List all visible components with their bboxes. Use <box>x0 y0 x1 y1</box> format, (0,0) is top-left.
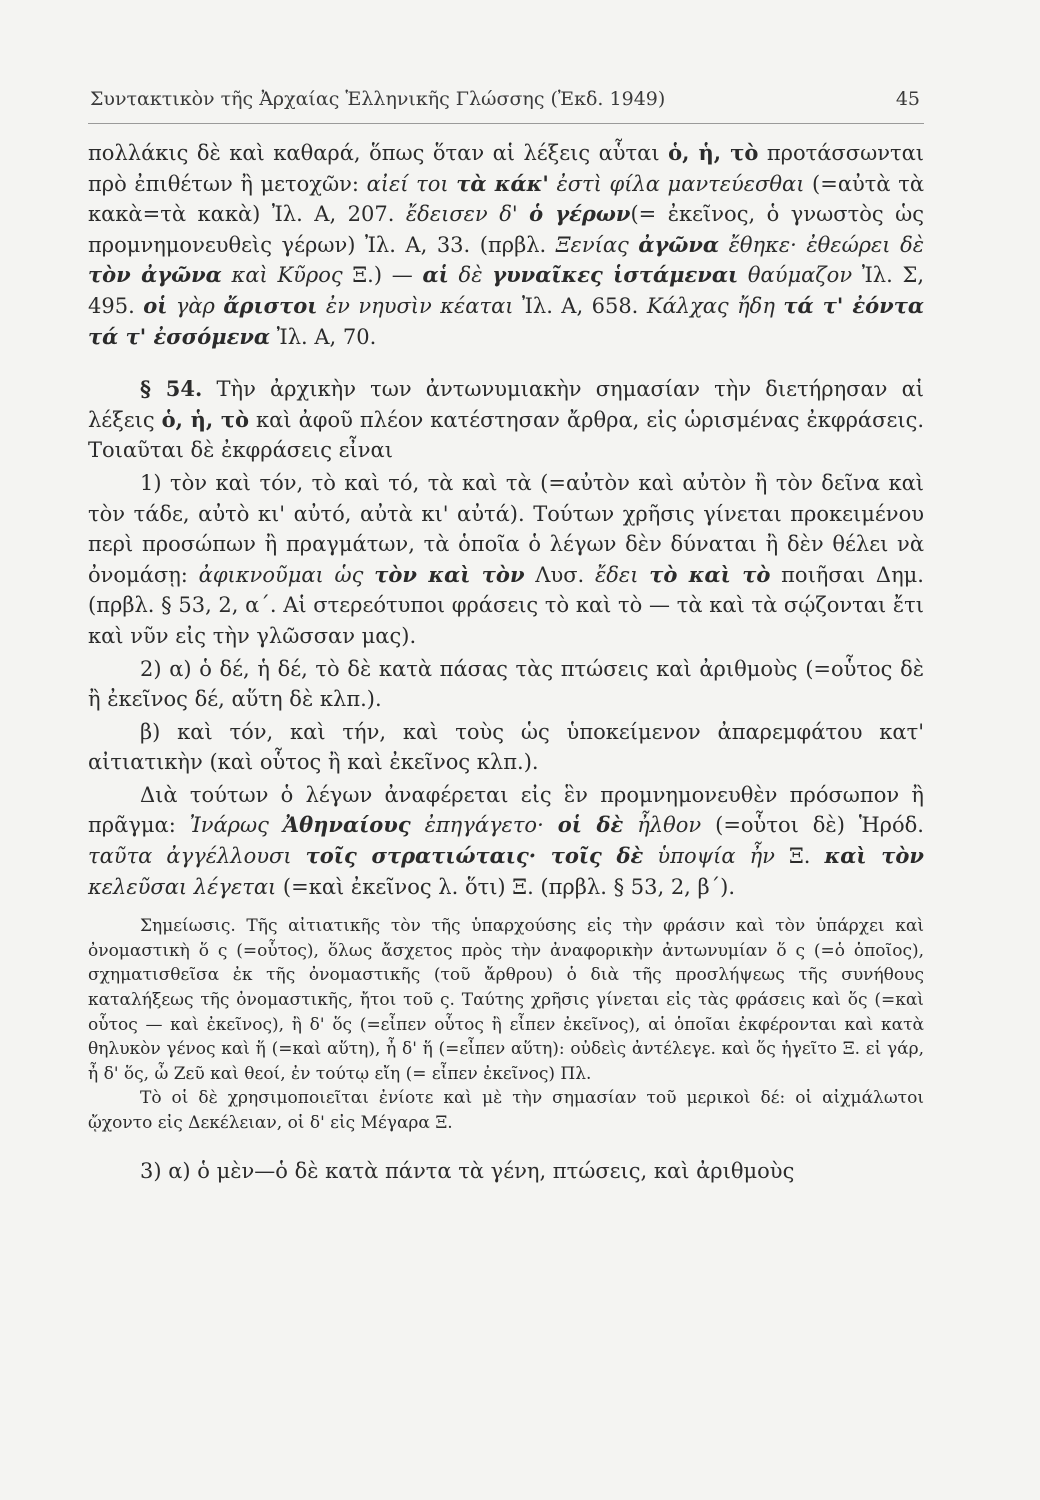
paragraph-forms-examples <box>88 138 924 352</box>
text-run: ποιῆσαι Δημ. (πρβλ. § 53, 2, α΄. Αἱ στερεότυποι φράσεις τὸ καὶ τὸ — τὰ καὶ τὰ σῴζονται ἔτι καὶ νῦν εἰς τὴν γλῶσσαν μας). <box>88 562 924 648</box>
text-run: δὲ <box>448 263 493 288</box>
paragraph-item-1 <box>88 468 924 652</box>
text-run: ἡγεῖτο <box>775 1039 837 1060</box>
text-run: τὸν ἀγῶνα <box>88 262 222 288</box>
text-run: , ὦ Ζεῦ καὶ θεοί, ἐν τούτῳ εἴη <box>143 1063 401 1084</box>
text-run: πολλάκις δὲ καὶ καθαρά, ὅπως ὅταν αἱ λέξεις αὗται <box>88 141 669 165</box>
text-run: ἢ δ' ὅς <box>291 1014 353 1035</box>
text-run: Ἰνάρως <box>189 813 283 838</box>
text-run: γὰρ <box>167 293 224 318</box>
paragraph-item-3a: 3) α) ὁ μὲν—ὁ δὲ κατὰ πάντα τὰ γένη, πτώσεις, καὶ ἀριθμοὺς <box>140 1158 795 1183</box>
text-run: οἱ δὲ <box>557 812 624 838</box>
text-run: εἰ γάρ, <box>865 1039 925 1060</box>
text-run: Κάλχας ἤδη <box>646 293 784 318</box>
text-run: οἱ <box>143 292 168 318</box>
text-run: ἐστὶ φίλα μαντεύεσθαι <box>548 171 805 196</box>
text-run: ἔθηκε· ἐθεώρει δὲ <box>719 232 924 257</box>
text-run: Τὸ οἱ δὲ χρησιμοποιεῖται ἐνίοτε καὶ μὲ τὴν σημασίαν τοῦ μερικοὶ δέ: <box>140 1088 796 1109</box>
text-run: ὁ, ἡ, τὸ <box>161 406 249 432</box>
text-run: Τὴν ἀρχικὴν των ἀντωνυμιακὴν σημασίαν τὴν διετήρησαν αἱ λέξεις <box>88 377 925 432</box>
text-run: οἱ δ' <box>287 1113 325 1133</box>
text-run: ἦλθον <box>623 813 702 838</box>
text-run: τὰ κάκ' <box>456 170 549 196</box>
text-run: τά τ' ἐόντα τά τ' ἐσσόμενα <box>88 292 925 349</box>
text-run: Ξενίας <box>555 232 639 257</box>
text-run: 2) α) ὁ δέ, ἡ δέ, τὸ δὲ κατὰ πάσας τὰς πτώσεις καὶ ἀριθμοὺς (=οὗτος δὲ ἢ ἐκεῖνος δέ, αὕτη δὲ κλπ.). <box>88 656 924 712</box>
paragraph-item-2b <box>88 717 924 778</box>
text-run: ταῦτα ἀγγέλλουσι <box>88 844 306 869</box>
text-run: καὶ ἀφοῦ πλέον κατέστησαν ἄρθρα, εἰς ὡρισμένας ἐκφράσεις. Τοιαῦται δὲ ἐκφράσεις εἶναι <box>88 407 925 463</box>
text-run: ὁ γέρων <box>529 201 631 227</box>
text-run: καὶ τὸν <box>824 843 925 869</box>
text-run: Ἰλ. Α, 70. <box>270 324 377 349</box>
text-run: β) καὶ τόν, καὶ τήν, καὶ τοὺς ὡς ὑποκείμενον ἀπαρεμφάτου κατ' αἰτιατικὴν (καὶ οὗτος ἢ καὶ ἐκεῖνος κλπ.). <box>88 719 924 775</box>
text-run: ἔδει <box>595 562 650 587</box>
text-run: ἀφικνοῦμαι ὡς <box>198 562 375 587</box>
text-run: (= ἐκεῖνος, ὁ γνωστὸς ὡς προμνημονευθεὶς γέρων) Ἰλ. Α, 33. (πρβλ. <box>88 202 924 257</box>
text-run: Ἀθηναίους <box>282 812 411 838</box>
text-run: Σημείωσις. Τῆς αἰτιατικῆς τὸν τῆς ὑπαρχούσης εἰς τὴν φράσιν καὶ τὸν ὑπάρχει καὶ ὀνομαστικὴ ὅ ς (=οὗτος), ὅλως ἄσχετος πρὸς τὴν ἀναφορικὴν ἀντωνυμίαν ὅ ς (=ὁ ὁποῖος), σχηματισθεῖσα ἐκ τῆς ὀνομαστικῆς (τοῦ ἄρθρου) ὁ διὰ τῆς προσλήψεως τῆς συνήθους καταλήξεως τῆς ὀνομαστικῆς, ἤτοι τοῦ ς. Ταύτης χρῆσις γίνεται εἰς τὰς φράσεις <box>88 916 924 1011</box>
text-run: ἦ δ' ὅς <box>88 1063 144 1084</box>
text-run: καὶ ἥ <box>221 1039 266 1060</box>
text-run: κελεῦσαι λέγεται <box>88 874 277 899</box>
text-run: αἱ <box>422 262 449 288</box>
text-run: Ξ.) — <box>342 263 423 288</box>
text-run: (=καὶ ἐκεῖνος λ. ὅτι) Ξ. (πρβλ. § 53, 2, β΄). <box>276 874 736 899</box>
text-run: (=οὗτοι δὲ) Ἡρόδ. <box>701 813 924 838</box>
page-number: 45 <box>895 88 920 110</box>
text-run: γυναῖκες ἱστάμεναι <box>492 262 739 288</box>
text-run: Λυσ. <box>524 562 596 587</box>
running-title: Συντακτικὸν τῆς Ἀρχαίας Ἑλληνικῆς Γλώσσης (Ἐκδ. 1949) <box>90 88 666 110</box>
text-run: εἰς Μέγαρα <box>324 1113 430 1133</box>
text-run: καὶ ὅς <box>721 1039 776 1060</box>
page-body <box>88 138 924 1186</box>
text-run: τοῖς στρατιώταις· τοῖς δὲ <box>305 843 644 869</box>
text-run: προτάσσωνται πρὸ ἐπιθέτων ἢ μετοχῶν: <box>88 141 925 196</box>
running-header <box>90 88 920 110</box>
text-run: (=καὶ αὕτη), <box>265 1039 387 1060</box>
text-run: Ἰλ. Α, 658. <box>513 293 647 318</box>
text-run: ἦ δ' ἥ <box>386 1039 433 1060</box>
text-run: (=αὐτὰ τὰ κακὰ=τὰ κακὰ) Ἰλ. Α, 207. <box>88 171 924 227</box>
text-run: ἐν νηυσὶν κέαται <box>317 293 514 318</box>
text-run: (=καὶ οὗτος — καὶ ἐκεῖνος), <box>88 990 924 1035</box>
text-run: οὐδεὶς ἀντέλεγε. <box>570 1039 722 1060</box>
text-run: (=εἶπεν αὕτη): <box>432 1039 571 1060</box>
text-run: Ξ. <box>836 1039 866 1060</box>
paragraph-reference-examples <box>88 780 924 902</box>
text-run: 1) τὸν καὶ τόν, τὸ καὶ τό, τὰ καὶ τὰ (=αὐτὸν καὶ αὐτὸν ἢ τὸν δεῖνα καὶ τὸν τάδε, αὐτὸ κι' αὐτό, αὐτὰ κι' αὐτά). Τούτων χρῆσις γίνεται προκειμένου περὶ προσώπων ἢ πραγμάτων, τὰ ὁποῖα ὁ λέγων δὲν δύναται ἢ δὲν θέλει νὰ ὀνομάσῃ: <box>88 470 924 587</box>
text-run: θαύμαζον <box>738 263 853 288</box>
text-run: Ξ. <box>774 844 825 869</box>
text-run: ὑποψία ἦν <box>643 844 775 869</box>
text-run: τὸ καὶ τὸ <box>649 561 771 587</box>
text-run: ἀγῶνα <box>638 231 720 257</box>
text-run: (=εἶπεν οὗτος ἢ εἶπεν ἐκεῖνος), αἱ ὁποῖαι ἐκφέρονται καὶ κατὰ θηλυκὸν γένος <box>88 1014 924 1060</box>
text-run: ἄριστοι <box>223 292 318 318</box>
note-oi-de <box>88 1086 924 1135</box>
text-run: ὁ, ἡ, τὸ <box>668 140 759 165</box>
note-semeiosis <box>88 914 924 1086</box>
text-run: καὶ ὅς <box>812 990 868 1011</box>
text-run: Ἰλ. Σ, 495. <box>88 263 924 318</box>
text-run: ἔδεισεν δ' <box>405 202 530 227</box>
text-run: καὶ Κῦρος <box>221 263 343 288</box>
text-run: § 54. <box>140 376 203 402</box>
text-run: τὸν καὶ τὸν <box>374 561 525 587</box>
paragraph-item-2a <box>88 654 924 715</box>
paragraph-section-54 <box>88 374 924 466</box>
text-run: (= εἶπεν ἐκεῖνος) Πλ. <box>400 1063 592 1084</box>
header-rule <box>88 123 924 124</box>
text-run: οἱ αἰχμάλωτοι ᾤχοντο εἰς Δεκέλειαν, <box>88 1088 924 1133</box>
text-run: αἰεί τοι <box>366 171 457 196</box>
text-run: Διὰ τούτων ὁ λέγων ἀναφέρεται εἰς ἓν προμνημονευθὲν πρόσωπον ἢ πρᾶγμα: <box>88 782 924 838</box>
text-run: ἐπηγάγετο· <box>410 813 558 838</box>
text-run: Ξ. <box>429 1113 453 1133</box>
